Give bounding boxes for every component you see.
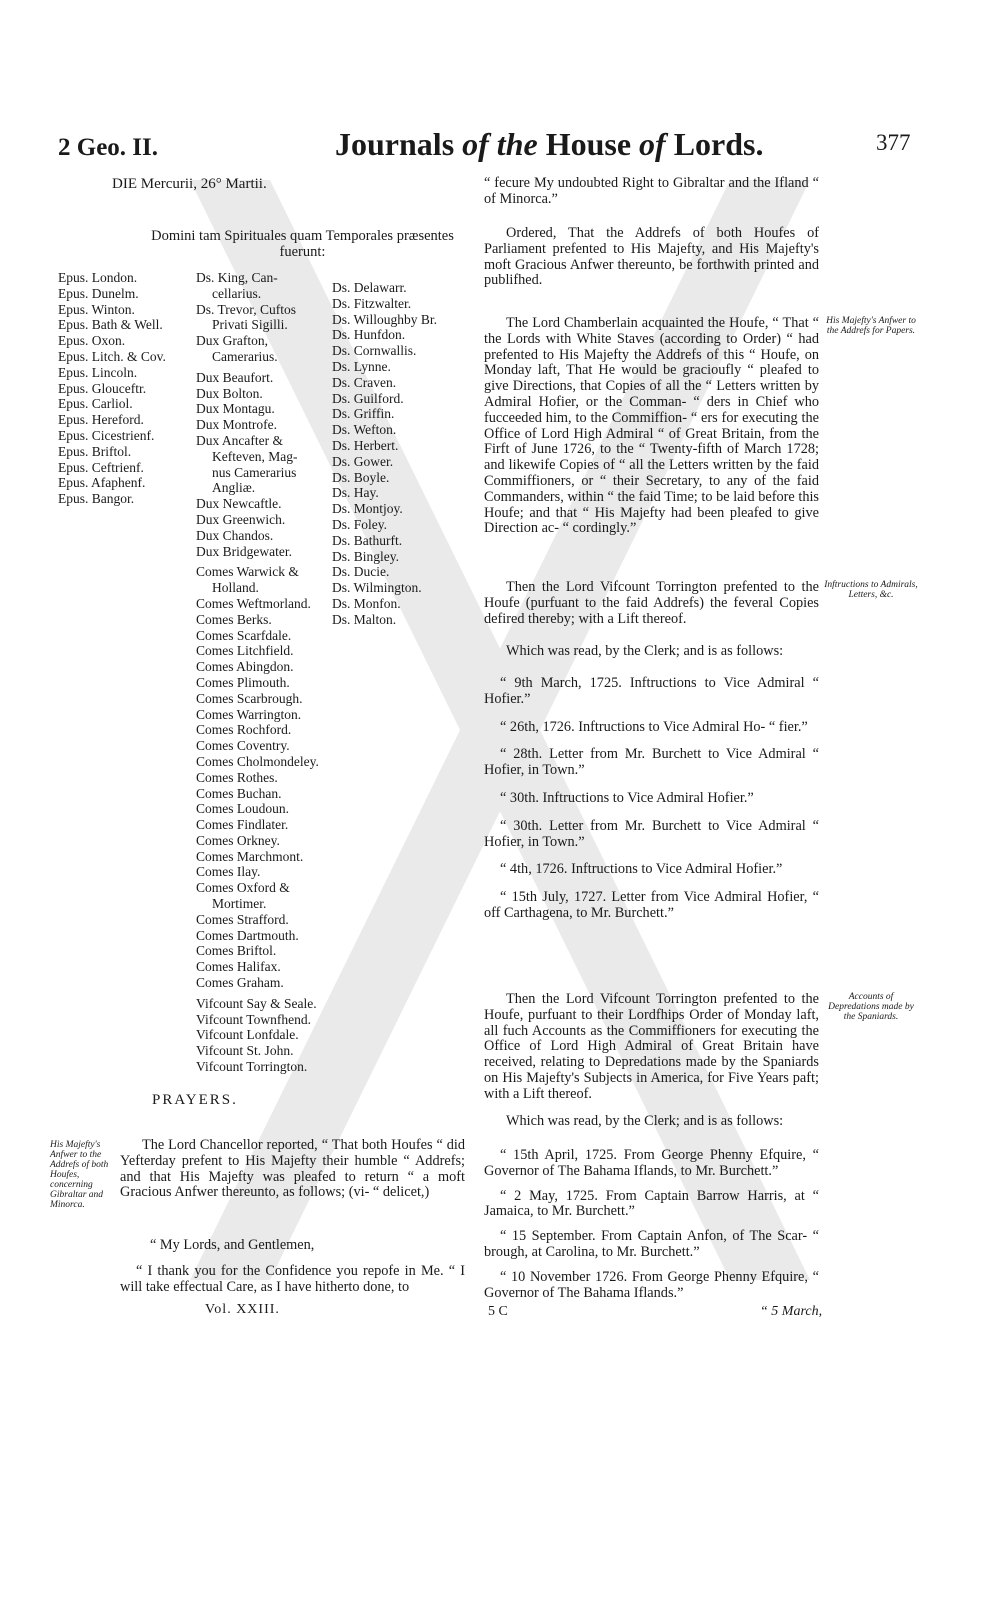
list-item: Vifcount Say & Seale. [196,995,317,1011]
list-item: “ 9th March, 1725. Inftructions to Vice Admiral “ Hofier.” [484,675,819,707]
list-item: Comes Scarfdale. [196,627,292,643]
list-item: Epus. Bangor. [58,491,135,507]
kings-answer-text: “ I thank you for the Confidence you repofe in Me. “ I will take effectual Care, as I have hitherto done, to [120,1263,465,1295]
list-item: Ds. Lynne. [332,358,391,374]
list-item: Comes Ilay. [196,864,261,880]
list-item: Ds. Bingley. [332,548,399,564]
list-item: Epus. Cicestrienf. [58,427,155,443]
list-item: “ 30th. Inftructions to Vice Admiral Hofier.” [500,789,754,806]
instructions-list [484,676,819,934]
title-journals: Journals [335,126,455,162]
list-item: Ds. Griffin. [332,406,395,422]
list-item: Ds. Malton. [332,611,397,627]
list-item: nus Camerarius [212,464,297,480]
list-item: Epus. Carliol. [58,396,133,412]
list-item: Ds. Wilmington. [332,580,422,596]
ordered-printed: Ordered, That the Addrefs of both Houfes of Parliament prefented to His Majefty, and His Majefty's moft Gracious Anfwer thereunto, be forthwith printed and publifhed. [484,225,819,289]
list-item: “ 4th, 1726. Inftructions to Vice Admiral Hofier.” [500,861,783,878]
list-item: Epus. Litch. & Cov. [58,348,166,364]
list-item: Ds. Bathurft. [332,532,403,548]
list-item: Dux Chandos. [196,527,274,543]
list-item: Dux Newcaftle. [196,496,282,512]
title-the: the [496,126,538,162]
list-item: Epus. Dunelm. [58,285,139,301]
list-item: Comes Orkney. [196,832,280,848]
list-item: Ds. Gower. [332,453,394,469]
title-lords: Lords. [673,126,764,162]
clerk-read-1: Which was read, by the Clerk; and is as follows: [506,643,784,659]
list-item: Ds. Guilford. [332,390,404,406]
list-item: Epus. Oxon. [58,333,126,349]
title-of: of [462,126,489,162]
list-item: Comes Abingdon. [196,659,294,675]
list-item: Ds. Wefton. [332,422,397,438]
list-item: Comes Warwick & [196,564,299,580]
list-item: “ 28th. Letter from Mr. Burchett to Vice Admiral “ Hofier, in Town.” [484,746,819,779]
list-item: cellarius. [212,285,262,301]
list-item: “ 15th July, 1727. Letter from Vice Admiral Hofier, “ off Carthagena, to Mr. Burchett.” [484,889,819,921]
list-item: Ds. Boyle. [332,469,390,485]
list-item: Comes Coventry. [196,738,290,754]
list-item: Epus. London. [58,270,138,285]
title-of-2: of [639,126,666,162]
list-item: Ds. Trevor, Cuftos [196,301,296,317]
list-item: Ds. Delawarr. [332,280,407,295]
list-item: Ds. Montjoy. [332,501,403,517]
list-item: Dux Grafton, [196,333,268,349]
list-item: Comes Dartmouth. [196,927,299,943]
list-item: Ds. Ducie. [332,564,390,580]
barons-list [332,280,437,628]
torrington-copies: Then the Lord Vifcount Torrington prefented to the Houfe (purfuant to the faid Addrefs) the feveral Copies defired thereby; with a Lift thereof. [484,579,819,627]
list-item: Vifcount Torrington. [196,1059,308,1075]
list-item: Comes Berks. [196,611,272,627]
list-item: Ds. Herbert. [332,437,399,453]
clerk-read-2: Which was read, by the Clerk; and is as follows: [506,1113,784,1129]
list-item: Comes Scarbrough. [196,690,303,706]
chamberlain-report: The Lord Chamberlain acquainted the Houfe, “ That “ the Lords with White Staves (according to Order) “ had prefented to His Majefty the Addrefs of this “ Houfe, on Monday laft, That He would be gracioufly “ pleafed to give Directions, that Copies of all the “ Letters written by Admiral Hofier, or the Comman- “ ders in Chief who fucceeded him, to the Commiffion- “ ers for executing the Office of Lord High Admiral “ of Great Britain, from the Firft of June 1726, to the “ Twenty-fifth of March 1728; and likewife Copies of “ all the Letters written by the faid Commiffioners, or “ their Secretary, to any of the faid Commanders, within “ the faid Time; to be laid before this Houfe; and that “ His Majefty had been pleafed to give Direction ac- “ cordingly.” [484,315,819,537]
list-item: Ds. King, Can- [196,270,278,285]
list-item: Epus. Glouceftr. [58,380,147,396]
list-item: Comes Buchan. [196,785,282,801]
list-item: “ 30th. Letter from Mr. Burchett to Vice Admiral “ Hofier, in Town.” [484,817,819,850]
list-item: “ 2 May, 1725. From Captain Barrow Harris, at “ Jamaica, to Mr. Burchett.” [484,1187,819,1220]
list-item: Mortimer. [212,896,267,912]
list-item: Comes Graham. [196,975,284,991]
margin-note-answer: His Majefty's Anfwer to the Addrefs of both Houfes, concerning Gibraltar and Minorca. [50,1140,109,1210]
list-item: Comes Strafford. [196,911,289,927]
list-item: Comes Briftol. [196,943,277,959]
list-item: Holland. [212,580,259,596]
list-item: Ds. Craven. [332,374,397,390]
list-item: Angliæ. [212,480,256,496]
list-item: Comes Cholmondeley. [196,753,319,769]
list-item: Dux Greenwich. [196,511,286,527]
list-item: Comes Plimouth. [196,674,290,690]
list-item: Epus. Lincoln. [58,364,138,380]
signature-mark: 5 C [488,1304,508,1319]
present-lords-heading: Domini tam Spirituales quam Temporales præsentes fuerunt: [151,228,454,260]
list-item: Comes Loudoun. [196,801,289,817]
list-item: Dux Beaufort. [196,369,274,385]
list-item: “ 10 November 1726. From George Phenny Efquire, “ Governor of The Bahama Iflands.” [484,1268,819,1301]
list-item: Comes Litchfield. [196,643,294,659]
list-item: Comes Warrington. [196,706,302,722]
list-item: Dux Montagu. [196,401,275,417]
list-item: Ds. Willoughby Br. [332,311,437,327]
list-item: Comes Marchmont. [196,848,304,864]
list-item: Comes Rothes. [196,769,278,785]
list-item: Privati Sigilli. [212,317,288,333]
list-item: Camerarius. [212,348,278,364]
list-item: Vifcount Townfhend. [196,1011,311,1027]
page-number: 377 [876,130,911,155]
address-salutation: “ My Lords, and Gentlemen, [150,1237,315,1253]
list-item: Ds. Fitzwalter. [332,295,412,311]
running-head-regnal-year: 2 Geo. II. [58,134,158,161]
list-item: Comes Weftmorland. [196,595,311,611]
list-item: Ds. Hunfdon. [332,327,406,343]
list-item: “ 15th April, 1725. From George Phenny Efquire, “ Governor of The Bahama Iflands, to Mr. Burchett.” [484,1147,819,1179]
list-item: Epus. Hereford. [58,412,144,428]
list-item: Comes Halifax. [196,959,281,975]
list-item: Epus. Winton. [58,301,135,317]
running-head-title [335,126,763,163]
list-item: Ds. Foley. [332,516,388,532]
depredations-list [484,1148,819,1310]
margin-note-instructions: Inftructions to Admirals, Letters, &c. [824,580,918,600]
list-item: Vifcount Lonfdale. [196,1027,299,1043]
chancellor-report: The Lord Chancellor reported, “ That both Houfes “ did Yefterday prefent to His Majefty their humble “ Addrefs; and that His Majefty was pleafed to return “ a moft Gracious Anfwer thereunto, as follows; (vi- “ delicet,) [120,1137,465,1201]
list-item: Kefteven, Mag- [212,448,298,464]
list-item: Epus. Briftol. [58,443,132,459]
margin-note-papers: His Majefty's Anfwer to the Addrefs for Papers. [826,316,916,336]
list-item: “ 26th, 1726. Inftructions to Vice Admiral Ho- “ fier.” [500,718,808,735]
torrington-accounts: Then the Lord Vifcount Torrington prefented to the Houfe, purfuant to their Lordfhips Order of Monday laft, all fuch Accounts as the Commiffioners for executing the Office of Lord High Admiral of Great Britain have received, relating to Depredations made by the Spaniards on His Majefty's Subjects in America, for Five Years paft; with a Lift thereof. [484,991,819,1102]
answer-continuation: “ fecure My undoubted Right to Gibraltar and the Ifland “ of Minorca.” [484,175,819,207]
list-item: Vifcount St. John. [196,1043,294,1059]
catchword: “ 5 March, [760,1304,823,1319]
list-item: Comes Oxford & [196,880,290,896]
list-item: Ds. Monfon. [332,595,401,611]
title-house: House [545,126,632,162]
list-item: Epus. Bath & Well. [58,317,163,333]
list-item: Ds. Hay. [332,485,379,501]
list-item: “ 15 September. From Captain Anfon, of The Scar- “ brough, at Carolina, to Mr. Burchett.” [484,1228,819,1260]
list-item: Dux Montrofe. [196,417,277,433]
dukes-earls-list [196,270,319,1075]
sitting-date: DIE Mercurii, 26° Martii. [112,176,267,192]
volume-number: Vol. XXIII. [205,1302,280,1317]
bishops-list [58,270,166,507]
list-item: Ds. Cornwallis. [332,343,417,359]
list-item: Comes Findlater. [196,817,289,833]
list-item: Epus. Ceftrienf. [58,459,144,475]
prayers-heading: PRAYERS. [152,1092,238,1108]
margin-note-accounts: Accounts of Depredations made by the Spaniards. [828,992,914,1022]
list-item: Dux Ancafter & [196,432,283,448]
list-item: Epus. Afaphenf. [58,475,146,491]
list-item: Comes Rochford. [196,722,292,738]
list-item: Dux Bridgewater. [196,543,292,559]
list-item: Dux Bolton. [196,385,263,401]
